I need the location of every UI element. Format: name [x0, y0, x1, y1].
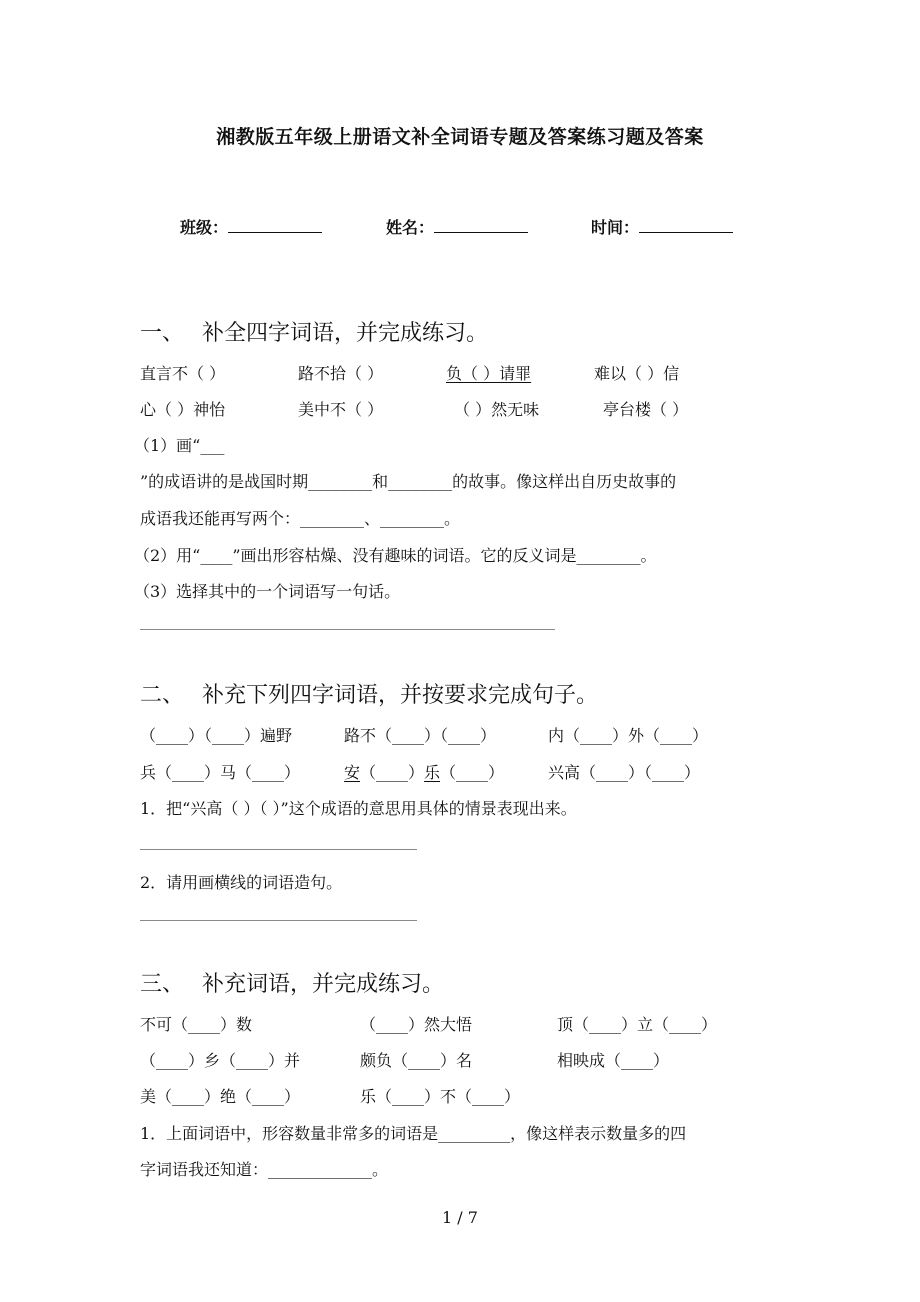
s3-word-8: 乐（____）不（____）	[360, 1087, 521, 1106]
s2-word-1: （____）（____）遍野	[140, 726, 293, 745]
s2-word-5-part2: （____）	[360, 763, 425, 782]
s3-word-1: 不可（____）数	[140, 1015, 253, 1034]
s1-word-2: 路不拾（ ）	[298, 364, 384, 383]
section1-title: 补全四字词语，并完成练习。	[202, 321, 489, 346]
page-number: 1 / 7	[442, 1208, 478, 1227]
time-label: 时间：	[591, 218, 640, 237]
class-label: 班级：	[180, 218, 229, 237]
section2-heading	[140, 678, 598, 709]
section2-title: 补充下列四字词语，并按要求完成句子。	[202, 683, 599, 708]
s1-question-2: （2）用“____”画出形容枯燥、没有趣味的词语。它的反义词是________。	[134, 546, 657, 565]
s1-word-7: （ ）然无味	[454, 400, 540, 419]
s1-question-1b: ”的成语讲的是战国时期________和________的故事。像这样出自历史故事的	[140, 472, 677, 491]
section1-heading	[140, 316, 488, 347]
s2-word-3: 内（____）外（____）	[548, 726, 709, 745]
s1-word-3: 负（ ）请罪	[446, 364, 532, 383]
class-blank[interactable]	[228, 218, 322, 233]
name-label: 姓名：	[386, 218, 435, 237]
s2-word-4: 兵（____）马（____）	[140, 763, 301, 782]
s3-word-2: （____）然大悟	[360, 1015, 473, 1034]
s3-question-1a: 1．上面词语中，形容数量非常多的词语是_________，像这样表示数量多的四	[140, 1124, 687, 1143]
time-blank[interactable]	[639, 218, 733, 233]
s2-word-5-part4: （____）	[440, 763, 505, 782]
section3-heading	[140, 967, 444, 998]
section3-title: 补充词语，并完成练习。	[202, 972, 445, 997]
s2-question-1: 1．把“兴高（ ）（ ）”这个成语的意思用具体的情景表现出来。	[140, 799, 577, 818]
s3-word-3: 顶（____）立（____）	[557, 1015, 718, 1034]
s3-word-4: （____）乡（____）并	[140, 1051, 301, 1070]
s2-word-5	[344, 760, 504, 783]
s1-word-6: 美中不（ ）	[298, 400, 384, 419]
name-blank[interactable]	[434, 218, 528, 233]
s1-word-5: 心（ ）神怡	[140, 400, 226, 419]
name-field[interactable]	[386, 215, 528, 238]
s1-answer-line[interactable]	[140, 629, 555, 630]
class-field[interactable]	[180, 215, 322, 238]
time-field[interactable]	[591, 215, 733, 238]
page-title: 湘教版五年级上册语文补全词语专题及答案练习题及答案	[216, 126, 704, 148]
s3-question-1b: 字词语我还知道：_____________。	[140, 1160, 389, 1179]
section1-number: 一、	[140, 321, 185, 346]
s2-word-5-part3: 乐	[424, 763, 441, 782]
s1-question-1a: （1）画“___	[134, 436, 225, 455]
section2-number: 二、	[140, 683, 185, 708]
s2-word-2: 路不（____）（____）	[344, 726, 497, 745]
s3-word-7: 美（____）绝（____）	[140, 1087, 301, 1106]
s1-word-4: 难以（ ）信	[594, 364, 680, 383]
s2-question-2: 2．请用画横线的词语造句。	[140, 873, 343, 892]
s1-word-1: 直言不（ ）	[140, 364, 226, 383]
s2-answer-line-1[interactable]	[140, 849, 417, 850]
s3-word-5: 颇负（____）名	[360, 1051, 473, 1070]
s2-word-5-part1: 安	[344, 763, 361, 782]
s2-answer-line-2[interactable]	[140, 920, 417, 921]
s1-question-1c: 成语我还能再写两个：________、________。	[140, 509, 461, 528]
s1-word-8: 亭台楼（ ）	[603, 400, 689, 419]
s1-question-3: （3）选择其中的一个词语写一句话。	[134, 582, 401, 601]
s2-word-6: 兴高（____）（____）	[548, 763, 701, 782]
s3-word-6: 相映成（____）	[557, 1051, 670, 1070]
section3-number: 三、	[140, 972, 185, 997]
